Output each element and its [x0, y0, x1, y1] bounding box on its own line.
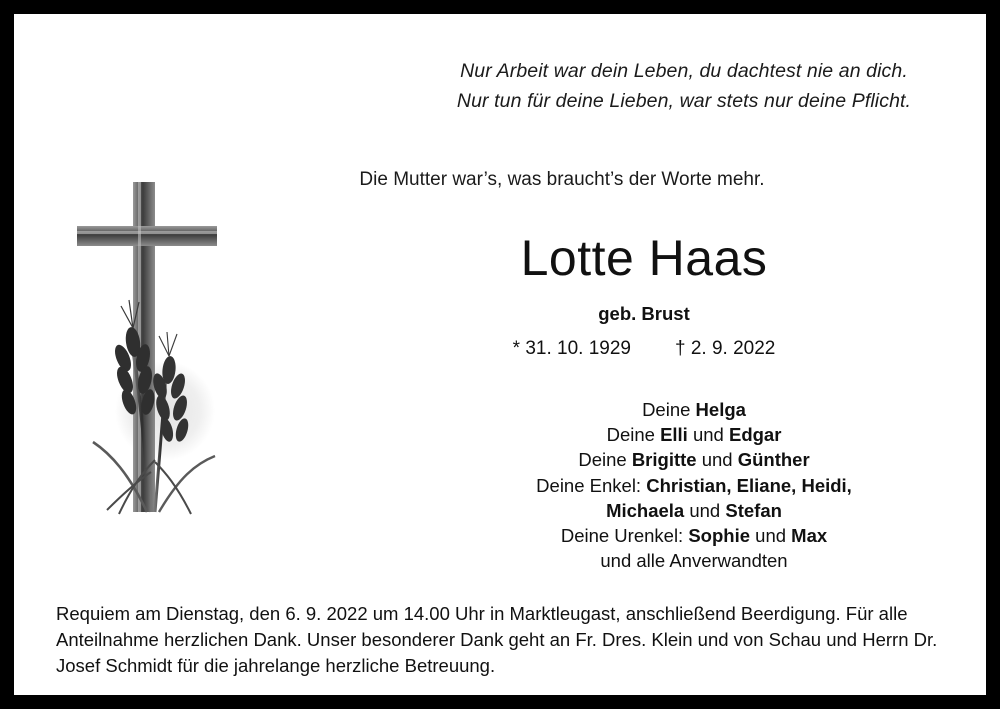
verse-line-2: Nur tun für deine Lieben, war stets nur deine Pflicht.	[456, 90, 912, 112]
family-list	[414, 397, 974, 573]
family-line: Deine Urenkel: Sophie und Max	[560, 525, 828, 547]
verse-block	[414, 56, 954, 116]
maiden-name: geb. Brust	[598, 303, 690, 324]
deceased-name: Lotte Haas	[520, 230, 768, 286]
family-line: Deine Helga	[642, 399, 746, 420]
subtitle-line: Die Mutter war’s, was braucht’s der Worte mehr.	[359, 169, 765, 190]
death-date: † 2. 9. 2022	[674, 338, 776, 359]
family-line: Deine Enkel: Christian, Eliane, Heidi,	[536, 474, 852, 496]
verse-line-1: Nur Arbeit war dein Leben, du dachtest nie an dich.	[460, 60, 908, 82]
obituary-card	[14, 14, 986, 695]
family-line: Deine Brigitte und Günther	[578, 449, 810, 471]
family-line: und alle Anverwandten	[600, 550, 788, 572]
family-line: Deine Elli und Edgar	[606, 424, 782, 446]
service-details: Requiem am Dienstag, den 6. 9. 2022 um 14.00 Uhr in Marktleugast, anschließend Beerdigung. Für alle Anteilnahme herzlichen Dank. Unser besonderer Dank geht an Fr. Dres. Klein und von Schau und Herrn Dr. Josef Schmidt für die jahrelange herzliche Betreuung.	[56, 603, 938, 676]
cross-with-wheat-icon	[59, 174, 299, 534]
family-line: Michaela und Stefan	[606, 499, 782, 521]
life-dates	[314, 338, 974, 360]
birth-date: * 31. 10. 1929	[512, 338, 631, 359]
